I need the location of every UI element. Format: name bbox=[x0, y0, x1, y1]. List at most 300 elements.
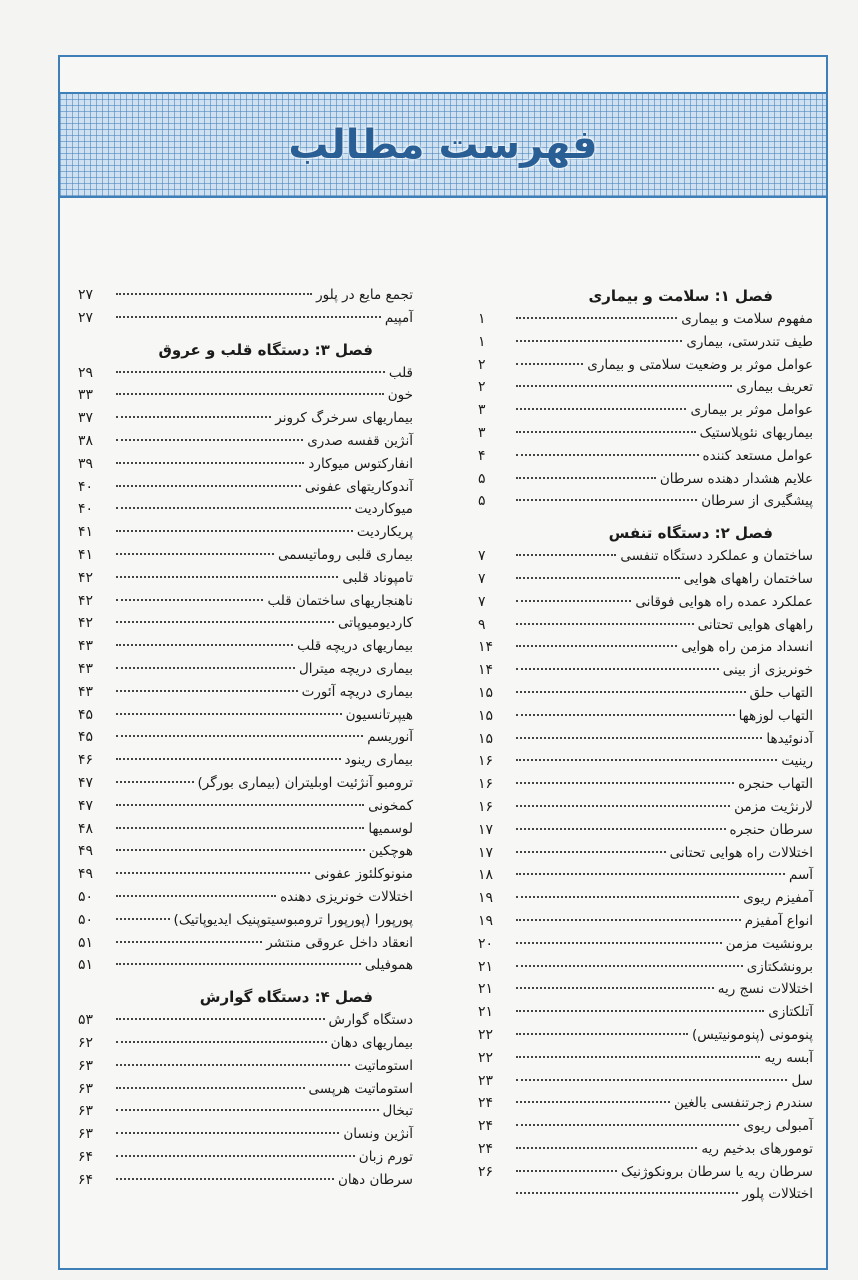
page-title: فهرست مطالب bbox=[288, 122, 598, 168]
dot-leader bbox=[516, 1192, 738, 1194]
toc-entry-page: ۳۹ bbox=[78, 455, 94, 472]
toc-entry-title: منونوکلئوز عفونی bbox=[314, 866, 413, 883]
dot-leader bbox=[116, 804, 364, 806]
toc-entry-title: تعریف بیماری bbox=[736, 379, 813, 396]
toc-entry-title: آدنوئیدها bbox=[766, 730, 813, 747]
toc-entry bbox=[478, 750, 813, 773]
toc-entry bbox=[478, 659, 813, 682]
toc-entry-page: ۴۵ bbox=[78, 706, 94, 723]
toc-entry-title: هوچکین bbox=[368, 843, 413, 860]
dot-leader bbox=[116, 941, 262, 943]
dot-leader bbox=[516, 454, 699, 456]
toc-entry bbox=[478, 422, 813, 445]
toc-entry-title: انفارکتوس میوکارد bbox=[308, 455, 413, 472]
toc-column-right bbox=[478, 284, 813, 1206]
dot-leader bbox=[116, 439, 303, 441]
dot-leader bbox=[516, 1124, 739, 1126]
toc-entry-page: ۱۸ bbox=[478, 867, 494, 884]
toc-entry-page: ۴۳ bbox=[78, 638, 94, 655]
toc-entry-title: برونشیت مزمن bbox=[725, 935, 813, 952]
toc-entry-title: تجمع مایع در پلور bbox=[316, 287, 413, 303]
toc-entry-page: ۲۴ bbox=[478, 1118, 494, 1135]
toc-entry-title: آنژین قفسه صدری bbox=[307, 432, 413, 449]
toc-entry-title: بیماریهای نئوپلاستیک bbox=[699, 424, 813, 441]
toc-entry-title: طیف تندرستی، بیماری bbox=[686, 333, 813, 350]
dot-leader bbox=[516, 782, 734, 784]
toc-entry-title: پورپورا (پورپورا ترومبوسیتوپنیک ایدیوپاتیک) bbox=[173, 911, 413, 928]
toc-entry-page: ۴۲ bbox=[78, 615, 94, 632]
dot-leader bbox=[516, 340, 682, 342]
toc-entry bbox=[478, 308, 813, 331]
toc-entry-page: ۶۴ bbox=[78, 1171, 94, 1188]
toc-entry bbox=[78, 1009, 413, 1032]
dot-leader bbox=[116, 849, 365, 851]
toc-entry bbox=[78, 795, 413, 818]
toc-entry bbox=[478, 864, 813, 887]
toc-entry bbox=[478, 591, 813, 614]
dot-leader bbox=[516, 645, 677, 647]
toc-entry bbox=[78, 544, 413, 567]
dot-leader bbox=[516, 477, 656, 479]
toc-entry-page: ۱۷ bbox=[478, 821, 494, 838]
toc-entry bbox=[78, 909, 413, 932]
toc-entry bbox=[78, 384, 413, 407]
toc-entry-title: ساختمان راههای هوایی bbox=[683, 570, 813, 587]
toc-entry bbox=[478, 1024, 813, 1047]
toc-entry-page: ۷ bbox=[478, 570, 486, 587]
toc-entry bbox=[78, 681, 413, 704]
dot-leader bbox=[116, 895, 276, 897]
dot-leader bbox=[116, 918, 170, 920]
toc-entry bbox=[78, 954, 413, 977]
toc-entry-page: ۷ bbox=[478, 593, 486, 610]
toc-entry bbox=[78, 704, 413, 727]
dot-leader bbox=[516, 759, 777, 761]
toc-entry bbox=[478, 354, 813, 377]
toc-entry bbox=[478, 1047, 813, 1070]
toc-entry-page: ۳ bbox=[478, 402, 486, 419]
dot-leader bbox=[116, 1132, 339, 1134]
toc-entry bbox=[78, 590, 413, 613]
toc-entry-title: آتلکتازی bbox=[768, 1004, 813, 1021]
toc-entry bbox=[78, 307, 413, 330]
dot-leader bbox=[516, 942, 722, 944]
chapter-heading: فصل ۳: دستگاه قلب و عروق bbox=[158, 340, 373, 359]
toc-entry bbox=[78, 749, 413, 772]
dot-leader bbox=[116, 1087, 305, 1089]
toc-entry-page: ۵۰ bbox=[78, 911, 94, 928]
dot-leader bbox=[516, 363, 583, 365]
toc-entry-page: ۹ bbox=[478, 616, 486, 633]
toc-entry-title: لوسمیها bbox=[368, 820, 413, 837]
toc-entry-title: التهاب حلق bbox=[749, 684, 813, 701]
toc-entry bbox=[78, 362, 413, 385]
toc-entry bbox=[478, 490, 813, 513]
toc-entry-title: میوکاردیت bbox=[354, 501, 413, 518]
header-band bbox=[60, 92, 826, 198]
dot-leader bbox=[516, 1010, 764, 1012]
toc-entry bbox=[78, 840, 413, 863]
toc-entry-page: ۴۷ bbox=[78, 797, 94, 814]
toc-entry-title: تبخال bbox=[382, 1103, 413, 1120]
toc-entry-page: ۲۱ bbox=[478, 1004, 494, 1021]
dot-leader bbox=[516, 600, 631, 602]
toc-entry-page: ۴۷ bbox=[78, 774, 94, 791]
dot-leader bbox=[516, 873, 785, 875]
toc-entry bbox=[78, 932, 413, 955]
toc-entry bbox=[78, 521, 413, 544]
toc-entry bbox=[478, 1115, 813, 1138]
dot-leader bbox=[116, 735, 363, 737]
toc-entry-page: ۱۵ bbox=[478, 730, 494, 747]
toc-entry-title: تومورهای بدخیم ریه bbox=[701, 1140, 813, 1157]
toc-entry-page: ۲ bbox=[478, 356, 486, 373]
toc-entry bbox=[78, 476, 413, 499]
toc-entry-page: ۲۰ bbox=[478, 935, 494, 952]
toc-entry bbox=[78, 567, 413, 590]
toc-entry-title: تامپوناد قلبی bbox=[342, 569, 413, 586]
toc-entry-page: ۱۶ bbox=[478, 798, 494, 815]
toc-entry-page: ۴۶ bbox=[78, 752, 94, 769]
toc-entry-page: ۴۰ bbox=[78, 501, 94, 518]
toc-entry-page: ۵۱ bbox=[78, 934, 94, 951]
toc-entry-title: عوامل مستعد کننده bbox=[702, 447, 813, 464]
toc-entry bbox=[478, 933, 813, 956]
toc-entry-title: دستگاه گوارش bbox=[328, 1012, 413, 1029]
toc-entry bbox=[478, 705, 813, 728]
toc-entry bbox=[478, 728, 813, 751]
chapter-heading: فصل ۲: دستگاه تنفس bbox=[608, 524, 773, 543]
dot-leader bbox=[116, 576, 338, 578]
toc-entry-title: ترومبو آنژئیت اوبلیتران (بیماری بورگر) bbox=[197, 774, 413, 791]
toc-entry bbox=[78, 635, 413, 658]
toc-entry bbox=[478, 636, 813, 659]
toc-entry-page: ۱۶ bbox=[478, 776, 494, 793]
toc-entry-page: ۴۱ bbox=[78, 524, 94, 541]
dot-leader bbox=[116, 690, 298, 692]
dot-leader bbox=[116, 644, 293, 646]
toc-entry bbox=[78, 863, 413, 886]
toc-entry bbox=[78, 658, 413, 681]
dot-leader bbox=[516, 714, 735, 716]
toc-entry bbox=[78, 430, 413, 453]
dot-leader bbox=[516, 919, 741, 921]
toc-entry-title: خونریزی از بینی bbox=[722, 662, 813, 679]
toc-entry-title: انعقاد داخل عروقی منتشر bbox=[266, 934, 413, 951]
toc-entry-title: ناهنجاریهای ساختمان قلب bbox=[267, 592, 413, 609]
toc-entry-page: ۵۱ bbox=[78, 957, 94, 974]
dot-leader bbox=[116, 1178, 334, 1180]
dot-leader bbox=[116, 758, 341, 760]
toc-entry-title: سرطان حنجره bbox=[729, 821, 813, 838]
toc-entry-page: ۴۲ bbox=[78, 592, 94, 609]
toc-entry-title: عوامل موثر بر بیماری bbox=[690, 402, 813, 419]
dot-leader bbox=[116, 872, 310, 874]
toc-entry-page: ۱۴ bbox=[478, 662, 494, 679]
toc-entry-title: انسداد مزمن راه هوایی bbox=[681, 639, 813, 656]
toc-entry-page: ۶۴ bbox=[78, 1148, 94, 1165]
toc-entry bbox=[78, 1100, 413, 1123]
toc-entry-page: ۷ bbox=[478, 548, 486, 565]
toc-entry-title: آمپیم bbox=[384, 309, 413, 326]
dot-leader bbox=[516, 1079, 787, 1081]
toc-entry bbox=[78, 1032, 413, 1055]
toc-entry-page: ۲۴ bbox=[478, 1140, 494, 1157]
toc-entry bbox=[478, 819, 813, 842]
toc-entry-title: سل bbox=[791, 1072, 813, 1089]
dot-leader bbox=[116, 963, 361, 965]
toc-entry bbox=[478, 887, 813, 910]
dot-leader bbox=[116, 485, 301, 487]
toc-entry-title: پیشگیری از سرطان bbox=[701, 493, 813, 510]
dot-leader bbox=[516, 499, 697, 501]
toc-entry bbox=[78, 1078, 413, 1101]
toc-entry-page: ۱۹ bbox=[478, 890, 494, 907]
toc-entry-page: ۴۰ bbox=[78, 478, 94, 495]
toc-entry bbox=[478, 468, 813, 491]
toc-entry-title: پریکاردیت bbox=[356, 524, 413, 541]
toc-entry bbox=[478, 545, 813, 568]
dot-leader bbox=[516, 737, 762, 739]
toc-entry-title: بیماریهای سرخرگ کرونر bbox=[275, 410, 413, 427]
toc-entry-title: استوماتیت bbox=[354, 1057, 413, 1074]
dot-leader bbox=[116, 530, 353, 532]
dot-leader bbox=[116, 462, 304, 464]
toc-entry-page: ۲۲ bbox=[478, 1049, 494, 1066]
dot-leader bbox=[516, 965, 743, 967]
toc-entry-title: اختلالات خونریزی دهنده bbox=[280, 888, 413, 905]
toc-entry-title: اختلالات راه هوایی تحتانی bbox=[669, 844, 813, 861]
dot-leader bbox=[116, 316, 381, 318]
chapter-heading: فصل ۴: دستگاه گوارش bbox=[199, 988, 373, 1007]
toc-entry-page: ۱۵ bbox=[478, 707, 494, 724]
toc-entry-page: ۱۷ bbox=[478, 844, 494, 861]
toc-entry-title: خون bbox=[387, 387, 413, 404]
toc-entry bbox=[478, 682, 813, 705]
toc-entry bbox=[78, 1169, 413, 1192]
toc-entry-title: انواع آمفیزم bbox=[744, 912, 813, 929]
dot-leader bbox=[116, 827, 364, 829]
toc-entry-page: ۶۳ bbox=[78, 1103, 94, 1120]
toc-entry-title: پنومونی (پنومونیتیس) bbox=[691, 1026, 813, 1043]
toc-entry-title: آمفیزم ریوی bbox=[743, 890, 813, 907]
toc-entry bbox=[78, 726, 413, 749]
toc-entry bbox=[478, 1161, 813, 1184]
toc-entry-title: بیماری دریچه میترال bbox=[298, 660, 413, 677]
toc-entry-title: رینیت bbox=[781, 753, 813, 770]
toc-entry bbox=[78, 284, 413, 307]
toc-entry bbox=[78, 818, 413, 841]
toc-entry-page: ۲۲ bbox=[478, 1026, 494, 1043]
dot-leader bbox=[116, 667, 295, 669]
toc-entry-title: آندوکاریتهای عفونی bbox=[304, 478, 413, 495]
toc-entry-page: ۶۳ bbox=[78, 1126, 94, 1143]
toc-entry bbox=[78, 612, 413, 635]
toc-entry bbox=[478, 376, 813, 399]
toc-entry bbox=[478, 1070, 813, 1093]
toc-entry-page: ۵۰ bbox=[78, 888, 94, 905]
toc-entry bbox=[78, 886, 413, 909]
dot-leader bbox=[516, 1147, 697, 1149]
toc-entry-page: ۳ bbox=[478, 424, 486, 441]
toc-entry-title: آنوریسم bbox=[367, 729, 413, 746]
toc-entry bbox=[78, 498, 413, 521]
toc-entry-title: آسم bbox=[788, 867, 813, 884]
dot-leader bbox=[516, 554, 616, 556]
toc-entry bbox=[78, 1146, 413, 1169]
toc-entry-title: عوامل موثر بر وضعیت سلامتی و بیماری bbox=[587, 356, 813, 373]
dot-leader bbox=[116, 621, 334, 623]
toc-entry-page: ۴۲ bbox=[78, 569, 94, 586]
toc-entry bbox=[478, 1138, 813, 1161]
toc-entry-title: سرطان دهان bbox=[338, 1171, 413, 1188]
dot-leader bbox=[116, 393, 384, 395]
toc-entry-title: بیماری رینود bbox=[344, 752, 413, 769]
toc-entry-page: ۵ bbox=[478, 470, 486, 487]
toc-entry-title: بیماریهای دهان bbox=[330, 1034, 413, 1051]
toc-entry-title: آنژین ونسان bbox=[343, 1126, 413, 1143]
toc-entry-page: ۴۵ bbox=[78, 729, 94, 746]
toc-entry-page: ۳۸ bbox=[78, 432, 94, 449]
toc-entry bbox=[478, 399, 813, 422]
toc-entry-page: ۲۶ bbox=[478, 1163, 494, 1180]
toc-entry-title: راههای هوایی تحتانی bbox=[697, 616, 813, 633]
toc-entry-page: ۶۳ bbox=[78, 1080, 94, 1097]
toc-entry-title: التهاب لوزهها bbox=[738, 707, 813, 724]
chapter-heading: فصل ۱: سلامت و بیماری bbox=[588, 287, 773, 305]
dot-leader bbox=[516, 691, 746, 693]
toc-entry-page: ۲۷ bbox=[78, 287, 94, 303]
dot-leader bbox=[516, 851, 666, 853]
dot-leader bbox=[116, 713, 342, 715]
dot-leader bbox=[116, 553, 274, 555]
toc-entry-page: ۱۹ bbox=[478, 912, 494, 929]
toc-entry-page: ۱۵ bbox=[478, 684, 494, 701]
toc-entry-title: استوماتیت هرپسی bbox=[308, 1080, 413, 1097]
toc-entry-page: ۲۱ bbox=[478, 958, 494, 975]
toc-entry-page: ۱۶ bbox=[478, 753, 494, 770]
toc-entry-title: قلب bbox=[388, 364, 413, 381]
toc-entry-title: التهاب حنجره bbox=[738, 776, 813, 793]
dot-leader bbox=[516, 828, 726, 830]
toc-entry-page: ۴۹ bbox=[78, 843, 94, 860]
toc-entry-title: اختلالات پلور bbox=[742, 1186, 813, 1203]
toc-entry bbox=[478, 1092, 813, 1115]
dot-leader bbox=[516, 317, 677, 319]
toc-column-left bbox=[78, 284, 413, 1191]
toc-entry bbox=[478, 773, 813, 796]
dot-leader bbox=[516, 408, 686, 410]
toc-entry bbox=[478, 614, 813, 637]
toc-entry bbox=[478, 1001, 813, 1024]
dot-leader bbox=[516, 623, 694, 625]
toc-entry-title: تورم زبان bbox=[358, 1148, 413, 1165]
dot-leader bbox=[116, 781, 194, 783]
dot-leader bbox=[516, 668, 719, 670]
toc-entry-page: ۳۳ bbox=[78, 387, 94, 404]
toc-entry-page: ۶۳ bbox=[78, 1057, 94, 1074]
dot-leader bbox=[116, 371, 385, 373]
toc-entry-title: کاردیومیوپاتی bbox=[338, 615, 413, 632]
toc-entry bbox=[478, 1183, 813, 1206]
toc-entry bbox=[78, 1123, 413, 1146]
toc-entry bbox=[478, 796, 813, 819]
toc-entry-title: مفهوم سلامت و بیماری bbox=[681, 311, 813, 327]
toc-entry-title: سرطان ریه یا سرطان برونکوژنیک bbox=[621, 1163, 813, 1180]
toc-entry bbox=[478, 842, 813, 865]
toc-entry bbox=[478, 445, 813, 468]
toc-entry-title: کمخونی bbox=[368, 797, 413, 814]
toc-entry-title: اختلالات نسج ریه bbox=[717, 981, 813, 998]
toc-entry-page: ۶۲ bbox=[78, 1034, 94, 1051]
toc-entry bbox=[478, 331, 813, 354]
toc-entry-page: ۴۸ bbox=[78, 820, 94, 837]
dot-leader bbox=[116, 293, 312, 295]
toc-entry bbox=[78, 772, 413, 795]
toc-entry-page: ۲۷ bbox=[78, 309, 94, 326]
toc-entry-title: هموفیلی bbox=[364, 957, 413, 974]
toc-entry-page: ۵۳ bbox=[78, 1012, 94, 1029]
toc-entry-page: ۴۹ bbox=[78, 866, 94, 883]
toc-entry-title: هیپرتانسیون bbox=[345, 706, 413, 723]
toc-entry-page: ۴۳ bbox=[78, 660, 94, 677]
toc-entry-title: عملکرد عمده راه هوایی فوقانی bbox=[635, 593, 813, 610]
toc-entry-title: آبسه ریه bbox=[764, 1049, 813, 1066]
dot-leader bbox=[116, 507, 351, 509]
dot-leader bbox=[116, 1041, 327, 1043]
dot-leader bbox=[516, 1056, 760, 1058]
toc-entry-title: لارنژیت مزمن bbox=[734, 798, 813, 815]
toc-entry-title: بیماری قلبی روماتیسمی bbox=[278, 546, 413, 563]
toc-entry-page: ۴۳ bbox=[78, 683, 94, 700]
dot-leader bbox=[516, 431, 696, 433]
toc-entry-page: ۴ bbox=[478, 447, 486, 464]
toc-entry-page: ۵ bbox=[478, 493, 486, 510]
dot-leader bbox=[516, 987, 714, 989]
dot-leader bbox=[516, 1170, 617, 1172]
toc-entry-page: ۱ bbox=[478, 311, 486, 327]
toc-entry-title: سندرم زجرتنفسی بالغین bbox=[673, 1095, 813, 1112]
dot-leader bbox=[516, 1101, 670, 1103]
toc-entry-title: بیماریهای دریچه قلب bbox=[297, 638, 413, 655]
toc-entry-title: آمبولی ریوی bbox=[743, 1118, 813, 1135]
toc-entry-title: بیماری دریچه آئورت bbox=[301, 683, 413, 700]
toc-entry-page: ۱۴ bbox=[478, 639, 494, 656]
dot-leader bbox=[116, 1064, 350, 1066]
dot-leader bbox=[516, 896, 739, 898]
dot-leader bbox=[516, 385, 732, 387]
toc-entry-title: علایم هشدار دهنده سرطان bbox=[659, 470, 813, 487]
toc-entry bbox=[478, 568, 813, 591]
toc-entry bbox=[478, 978, 813, 1001]
toc-entry-page: ۲۱ bbox=[478, 981, 494, 998]
dot-leader bbox=[516, 805, 730, 807]
toc-entry-page: ۲۳ bbox=[478, 1072, 494, 1089]
toc-entry-page: ۲۹ bbox=[78, 364, 94, 381]
toc-entry-title: ساختمان و عملکرد دستگاه تنفسی bbox=[620, 548, 813, 565]
toc-entry bbox=[478, 910, 813, 933]
toc-entry-page: ۲۴ bbox=[478, 1095, 494, 1112]
dot-leader bbox=[116, 1018, 325, 1020]
toc-entry-page: ۳۷ bbox=[78, 410, 94, 427]
toc-entry bbox=[78, 407, 413, 430]
dot-leader bbox=[116, 1155, 355, 1157]
toc-entry-page: ۴۱ bbox=[78, 546, 94, 563]
toc-entry-title: برونشکتازی bbox=[746, 958, 813, 975]
toc-entry bbox=[78, 1055, 413, 1078]
toc-entry bbox=[478, 956, 813, 979]
toc-entry-page: ۱ bbox=[478, 333, 486, 350]
